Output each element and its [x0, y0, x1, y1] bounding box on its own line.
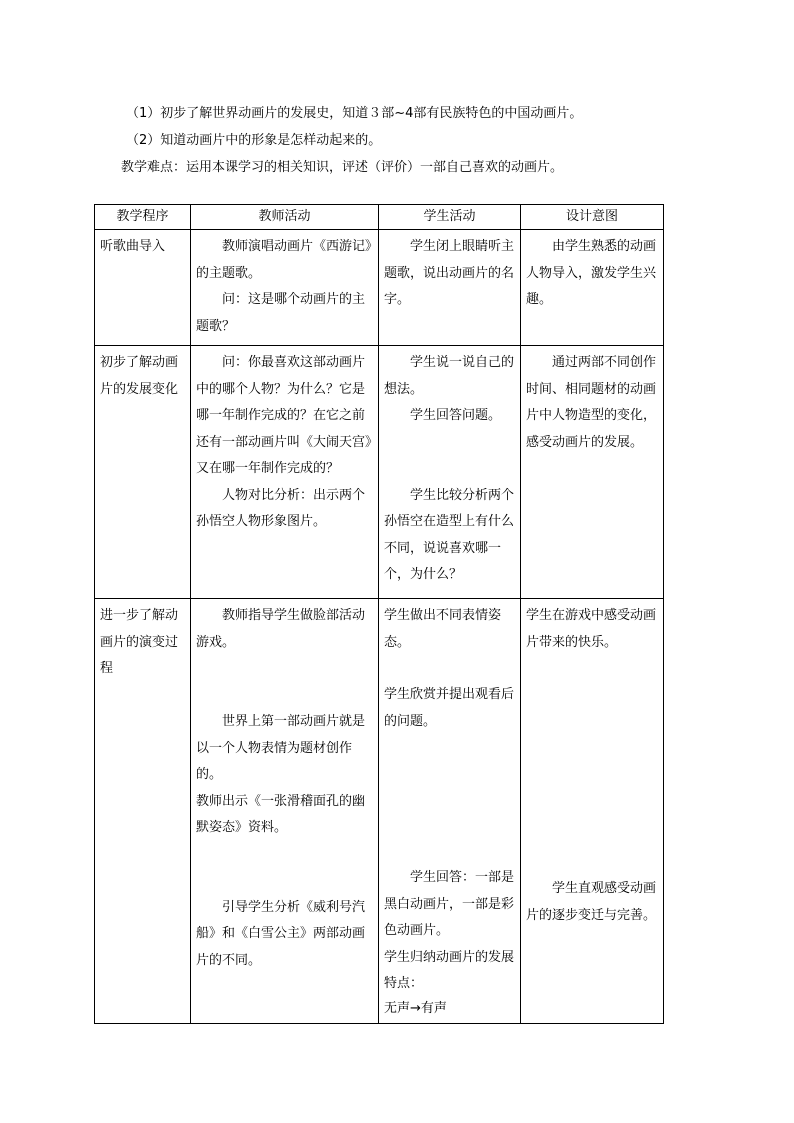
teacher-text: 教师出示《一张滑稽面孔的幽默姿态》资料。 [196, 793, 366, 835]
teacher-text: 问：你最喜欢这部动画片中的哪个人物？为什么？它是哪一年制作完成的？在它之前还有一部动画片叫《大闹天宫》又在哪一年制作完成的？ [196, 355, 372, 476]
teaching-difficulty: 教学难点：运用本课学习的相关知识，评述（评价）一部自己喜欢的动画片。 [121, 160, 564, 175]
teacher-cell [191, 230, 379, 346]
stage-text: 初步了解动画片的发展变化 [100, 355, 179, 397]
student-text: 无声→有声 [384, 1000, 447, 1016]
student-text: 学生比较分析两个孙悟空在造型上有什么不同，说说喜欢哪一个，为什么？ [384, 487, 515, 582]
header-intent: 设计意图 [521, 205, 664, 230]
teacher-text: 问：这是哪个动画片的主题歌？ [196, 292, 366, 334]
stage-cell [95, 599, 191, 1024]
student-text: 学生说一说自己的想法。 [384, 355, 515, 397]
teacher-cell [191, 346, 379, 599]
intent-cell [521, 346, 664, 599]
teacher-cell [191, 599, 379, 1024]
intent-cell [521, 599, 664, 1024]
student-text: 学生欣赏并提出观看后的问题。 [384, 687, 515, 729]
student-text: 学生闭上眼睛听主题歌，说出动画片的名字。 [384, 239, 515, 307]
lesson-plan-table [94, 204, 664, 1024]
student-cell [379, 346, 521, 599]
stage-cell [95, 230, 191, 346]
student-text: 学生回答问题。 [410, 408, 502, 423]
student-cell [379, 230, 521, 346]
student-text: 学生做出不同表情姿态。 [384, 608, 502, 650]
table-header-row [95, 205, 664, 230]
stage-text: 听歌曲导入 [100, 239, 166, 254]
table-row [95, 230, 664, 346]
teacher-text: 人物对比分析：出示两个孙悟空人物形象图片。 [196, 487, 366, 529]
table-row [95, 346, 664, 599]
student-cell [379, 599, 521, 1024]
table-row [95, 599, 664, 1024]
student-text: 学生归纳动画片的发展特点： [384, 949, 515, 991]
intent-text: 由学生熟悉的动画人物导入，激发学生兴趣。 [526, 239, 657, 307]
teacher-text: 教师演唱动画片《西游记》的主题歌。 [196, 239, 372, 281]
student-text: 学生回答：一部是黑白动画片，一部是彩色动画片。 [384, 870, 515, 938]
stage-cell [95, 346, 191, 599]
intent-text: 学生直观感受动画片的逐步变迁与完善。 [526, 881, 657, 923]
header-student: 学生活动 [379, 205, 521, 230]
header-teacher: 教师活动 [191, 205, 379, 230]
teacher-text: 世界上第一部动画片就是以一个人物表情为题材创作的。 [196, 714, 366, 782]
stage-text: 进一步了解动画片的演变过程 [100, 608, 179, 676]
teacher-text: 教师指导学生做脸部活动游戏。 [196, 608, 366, 650]
objective-1: （1）初步了解世界动画片的发展史，知道３部~4部有民族特色的中国动画片。 [126, 106, 583, 121]
teacher-text: 引导学生分析《威利号汽船》和《白雪公主》两部动画片的不同。 [196, 899, 366, 968]
intent-text: 学生在游戏中感受动画片带来的快乐。 [526, 608, 657, 650]
objective-2: （2）知道动画片中的形象是怎样动起来的。 [126, 133, 382, 148]
header-stage: 教学程序 [95, 205, 191, 230]
intent-cell [521, 230, 664, 346]
intent-text: 通过两部不同创作时间、相同题材的动画片中人物造型的变化，感受动画片的发展。 [526, 355, 657, 450]
